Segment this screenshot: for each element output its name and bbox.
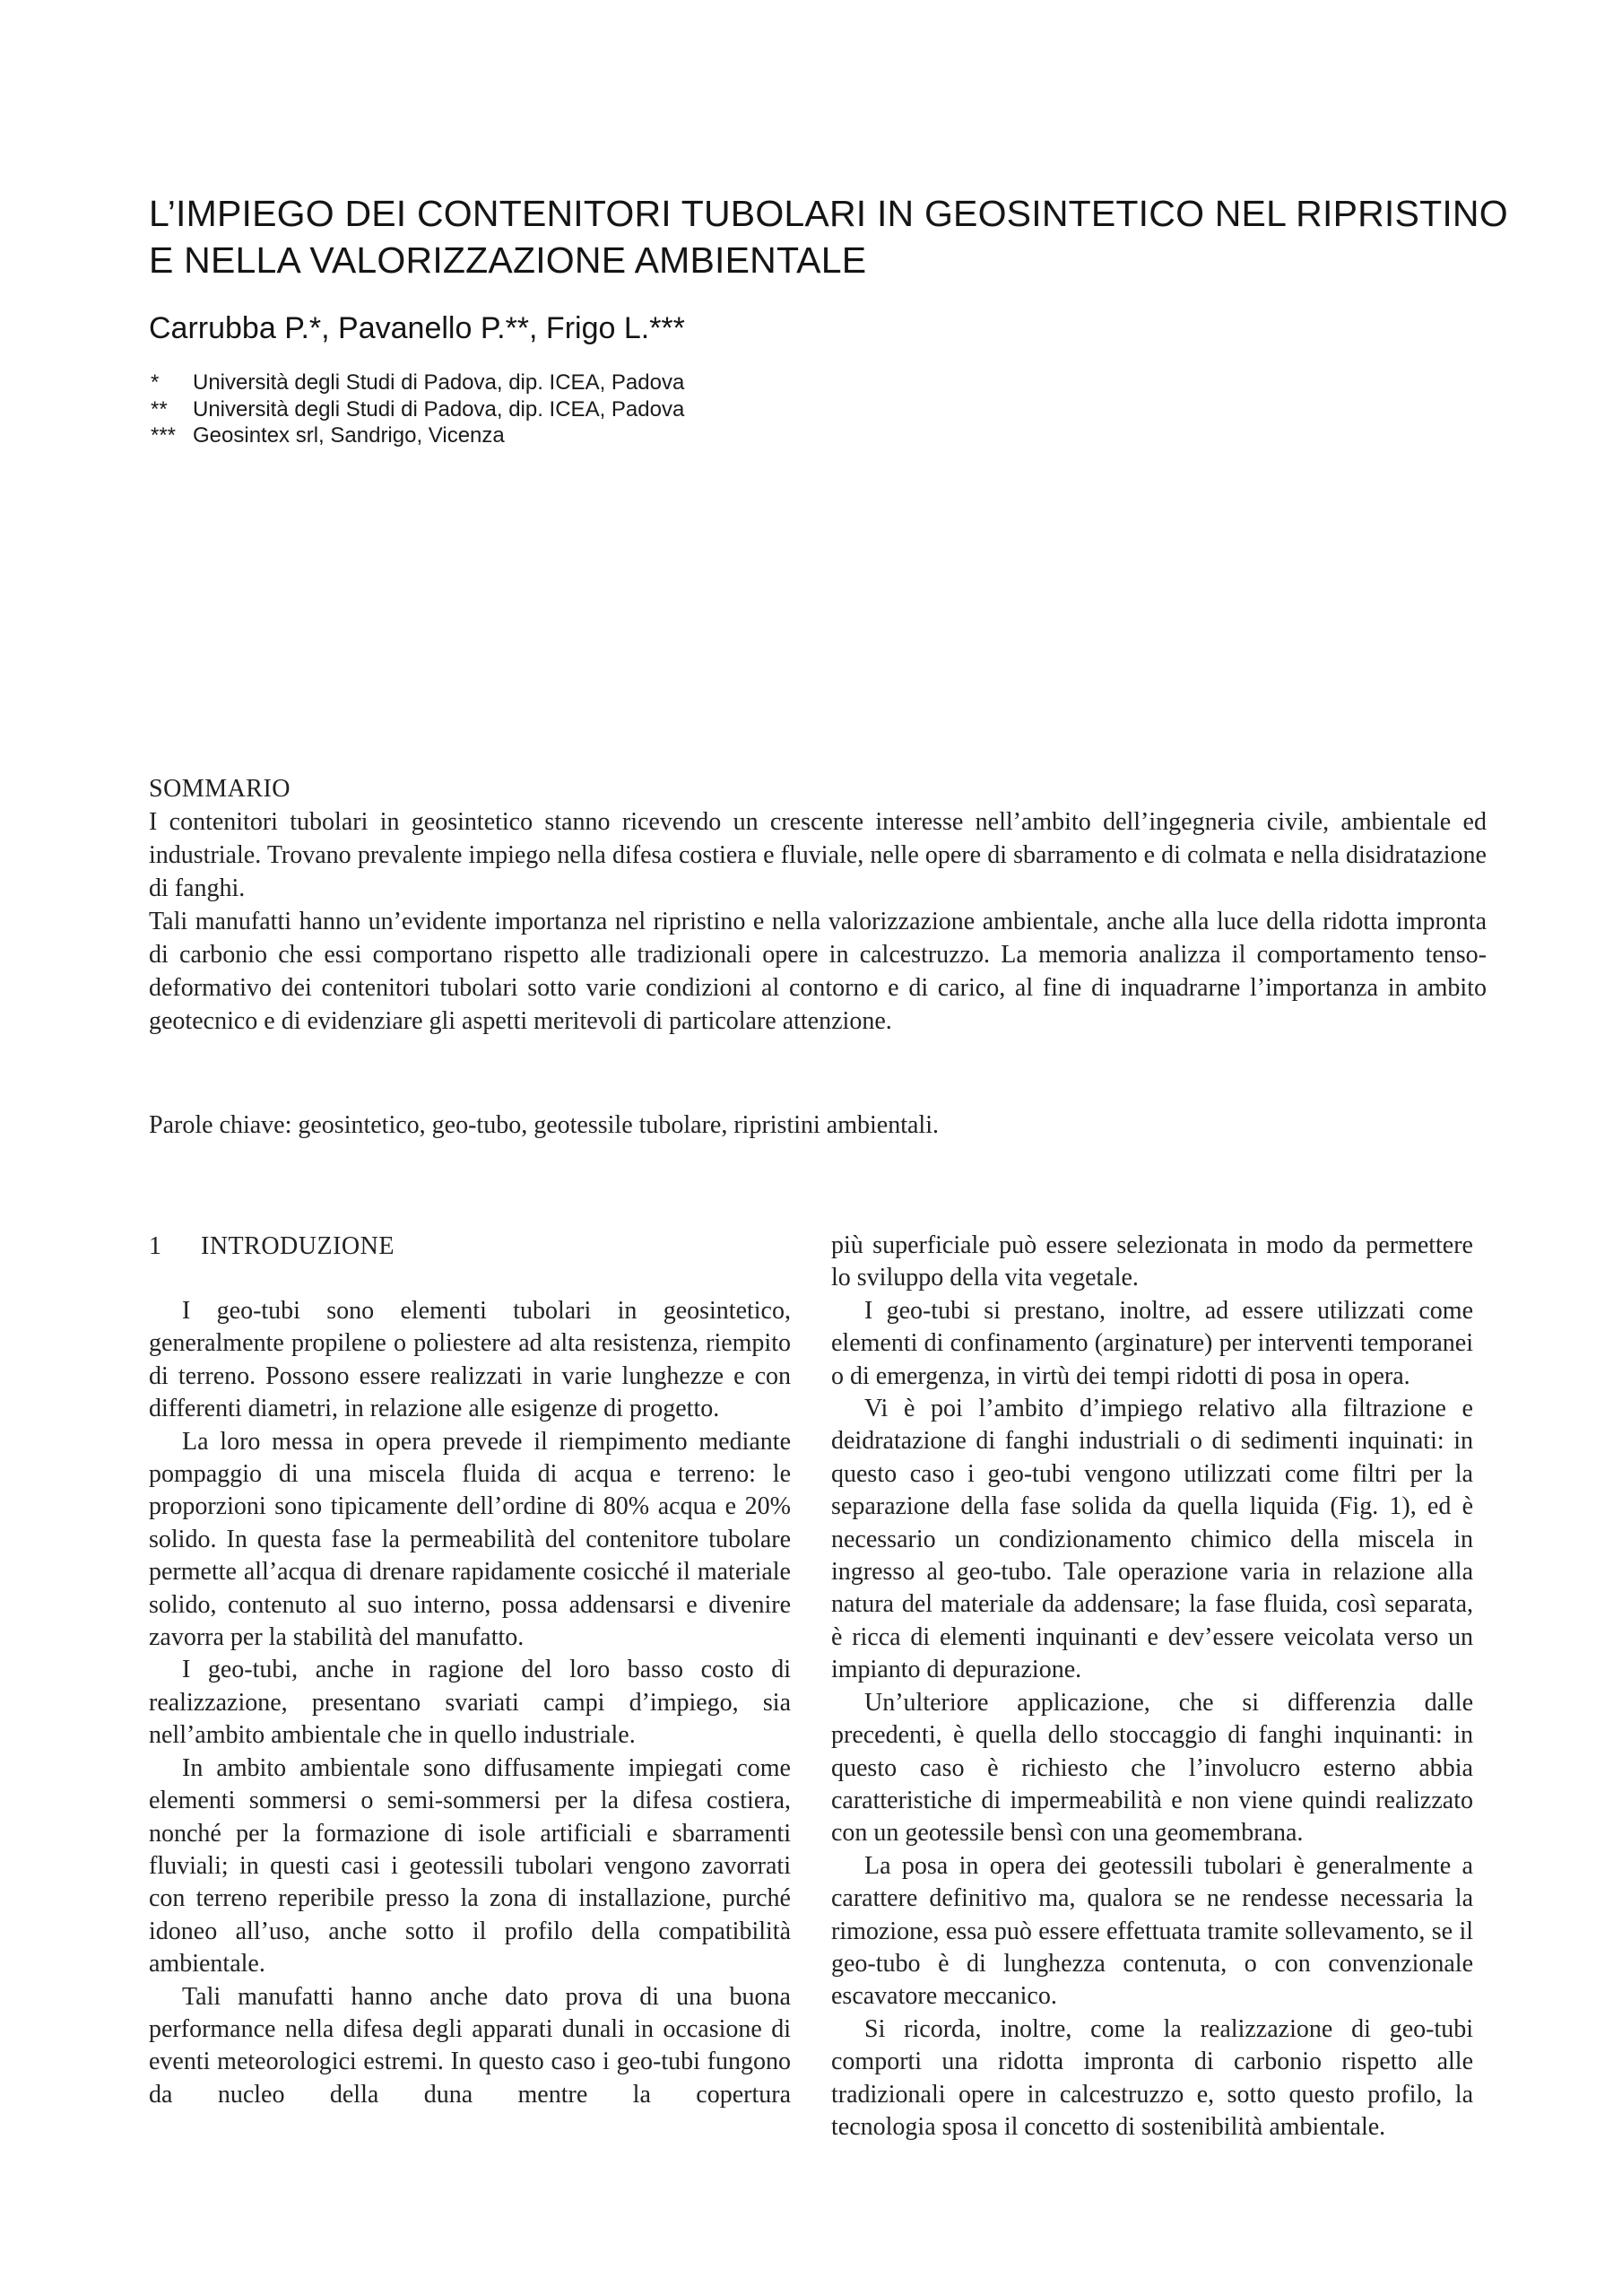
- keywords-line: Parole chiave: geosintetico, geo-tubo, geotessile tubolare, ripristini ambientali.: [149, 1111, 939, 1139]
- paragraph: Vi è poi l’ambito d’impiego relativo alla filtrazione e deidratazione di fanghi industriali o di sedimenti inquinati: in questo caso i geo-tubi vengono utilizzati come filtri per la separazione della fase solida da quella liquida (Fig. 1), ed è necessario un condizionamento chimico della miscela in ingresso al geo-tubo. Tale operazione varia in relazione alla natura del materiale da addensare; la fase fluida, così separata, è ricca di elementi inquinanti e dev’essere veicolata verso un impianto di depurazione.: [831, 1395, 1473, 1684]
- section-heading: [149, 1230, 791, 1263]
- authors-line: Carrubba P.*, Pavanello P.**, Frigo L.***: [149, 311, 685, 345]
- affiliations-list: [151, 370, 684, 449]
- affiliation-text: Università degli Studi di Padova, dip. ICEA, Padova: [193, 370, 685, 395]
- abstract-body: [149, 805, 1487, 1038]
- affiliation-marker: **: [151, 396, 168, 422]
- intro-left-column: [149, 1230, 791, 2111]
- paragraph: Tali manufatti hanno un’evidente importanza nel ripristino e nella valorizzazione ambientale, anche alla luce della ridotta impronta di carbonio che essi comportano rispetto alle tradizionali opere in calcestruzzo. La memoria analizza il comportamento tenso-deformativo dei contenitori tubolari sotto varie condizioni al contorno e di carico, al fine di inquadrarne l’importanza in ambito geotecnico e di evidenziare gli aspetti meritevoli di particolare attenzione.: [149, 908, 1487, 1035]
- section-title: INTRODUZIONE: [201, 1232, 395, 1260]
- paragraph: I geo-tubi sono elementi tubolari in geosintetico, generalmente propilene o poliestere ad alta resistenza, riempito di terreno. Possono essere realizzati in varie lunghezze e con differenti diametri, in relazione alle esigenze di progetto.: [149, 1297, 791, 1423]
- right-column-body: [831, 1230, 1473, 2144]
- affiliation-text: Università degli Studi di Padova, dip. ICEA, Padova: [193, 396, 685, 422]
- paragraph: Si ricorda, inoltre, come la realizzazione di geo-tubi comporti una ridotta impronta di carbonio rispetto alle tradizionali opere in calcestruzzo e, sotto questo profilo, la tecnologia sposa il concetto di sostenibilità ambientale.: [831, 2014, 1473, 2141]
- affiliation-row: [151, 370, 684, 396]
- affiliation-text: Geosintex srl, Sandrigo, Vicenza: [193, 423, 505, 448]
- paragraph: Un’ulteriore applicazione, che si differenzia dalle precedenti, è quella dello stoccaggio di fanghi inquinanti: in questo caso è richiesto che l’involucro esterno abbia caratteristiche di impermeabilità e non viene quindi realizzato con un geotessile bensì con una geomembrana.: [831, 1688, 1473, 1848]
- paragraph: In ambito ambientale sono diffusamente impiegati come elementi sommersi o semi-sommersi per la difesa costiera, nonché per la formazione di isole artificiali e sbarramenti fluviali; in questi casi i geotessili tubolari vengono zavorrati con terreno reperibile presso la zona di installazione, purché idoneo all’uso, anche sotto il profilo della compatibilità ambientale.: [149, 1753, 791, 1979]
- affiliation-marker: *: [151, 370, 160, 395]
- left-column-body: [149, 1295, 791, 2111]
- section-number: 1: [149, 1232, 162, 1260]
- paragraph: I geo-tubi, anche in ragione del loro basso costo di realizzazione, presentano svariati campi d’impiego, sia nell’ambito ambientale che in quello industriale.: [149, 1656, 791, 1750]
- affiliation-row: [151, 422, 684, 449]
- paragraph: Tali manufatti hanno anche dato prova di una buona performance nella difesa degli apparati dunali in occasione di eventi meteorologici estremi. In questo caso i geo-tubi fungono da nucleo della duna mentre la copertura: [149, 1982, 791, 2109]
- paper-title-line-2: E NELLA VALORIZZAZIONE AMBIENTALE: [149, 239, 867, 281]
- paragraph: La posa in opera dei geotessili tubolari è generalmente a carattere definitivo ma, qualora se ne rendesse necessaria la rimozione, essa può essere effettuata tramite sollevamento, se il geo-tubo è di lunghezza contenuta, o con convenzionale escavatore meccanico.: [831, 1851, 1473, 2011]
- affiliation-row: [151, 396, 684, 423]
- abstract-heading: SOMMARIO: [149, 775, 291, 803]
- intro-right-column: [831, 1230, 1473, 2144]
- affiliation-marker: ***: [151, 423, 177, 448]
- paragraph: La loro messa in opera prevede il riempimento mediante pompaggio di una miscela fluida di acqua e terreno: le proporzioni sono tipicamente dell’ordine di 80% acqua e 20% solido. In questa fase la permeabilità del contenitore tubolare permette all’acqua di drenare rapidamente cosicché il materiale solido, contenuto al suo interno, possa addensarsi e divenire zavorra per la stabilità del manufatto.: [149, 1427, 791, 1652]
- abstract-section: [149, 772, 1487, 1038]
- paper-title-line-1: L’IMPIEGO DEI CONTENITORI TUBOLARI IN GEOSINTETICO NEL RIPRISTINO: [149, 193, 1508, 234]
- paper-title: [149, 190, 1512, 283]
- paragraph: più superficiale può essere selezionata in modo da permettere lo sviluppo della vita vegetale.: [831, 1231, 1473, 1292]
- paragraph: I contenitori tubolari in geosintetico stanno ricevendo un crescente interesse nell’ambito dell’ingegneria civile, ambientale ed industriale. Trovano prevalente impiego nella difesa costiera e fluviale, nelle opere di sbarramento e di colmata e nella disidratazione di fanghi.: [149, 808, 1487, 902]
- paragraph: I geo-tubi si prestano, inoltre, ad essere utilizzati come elementi di confinamento (arginature) per interventi temporanei o di emergenza, in virtù dei tempi ridotti di posa in opera.: [831, 1296, 1473, 1390]
